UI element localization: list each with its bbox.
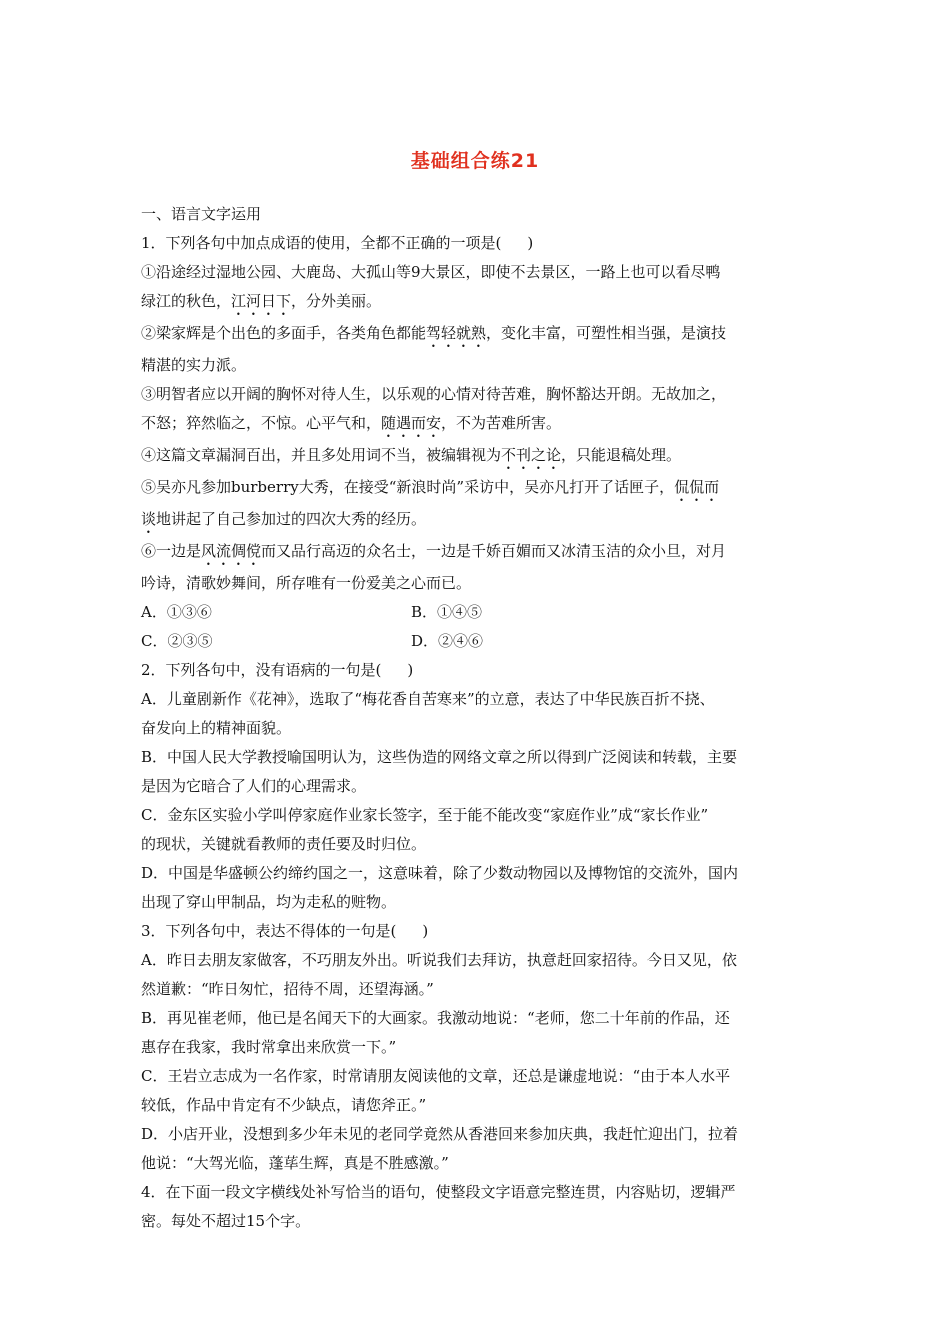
q2-stem: 2．下列各句中，没有语病的一句是( ) [141, 661, 414, 679]
dotted-idiom: 驾轻就熟 [426, 324, 487, 342]
q1-sentence-2: ②梁家辉是个出色的多面手，各类角色都能驾轻就熟，变化丰富，可塑性相当强，是演技 [141, 324, 727, 342]
q3-stem: 3．下列各句中，表达不得体的一句是( ) [141, 922, 429, 940]
q3-option-c-cont: 较低，作品中肯定有不少缺点，请您斧正。” [141, 1096, 427, 1114]
q1-option-b[interactable]: B．①④⑤ [411, 603, 483, 621]
q2-option-a-cont: 奋发向上的精神面貌。 [141, 719, 292, 737]
q1-sentence-4: ④这篇文章漏洞百出，并且多处用词不当，被编辑视为不刊之论，只能退稿处理。 [141, 446, 682, 464]
q1-stem: 1．下列各句中加点成语的使用，全都不正确的一项是( ) [141, 234, 534, 252]
q1-sentence-5-cont: 谈地讲起了自己参加过的四次大秀的经历。 [141, 510, 427, 528]
q3-option-c[interactable]: C．王岩立志成为一名作家，时常请朋友阅读他的文章，还总是谦虚地说：“由于本人水平 [141, 1067, 731, 1085]
q2-option-c-cont: 的现状，关键就看教师的责任要及时归位。 [141, 835, 427, 853]
q3-option-b-cont: 惠存在我家，我时常拿出来欣赏一下。” [141, 1038, 397, 1056]
q3-option-d-cont: 他说：“大驾光临，蓬荜生辉，真是不胜感激。” [141, 1154, 449, 1172]
q1-sentence-6-cont: 吟诗，清歌妙舞间，所存唯有一份爱美之心而已。 [141, 574, 472, 592]
q1-option-c[interactable]: C．②③⑤ [141, 632, 213, 650]
q1-sentence-1: ①沿途经过湿地公园、大鹿岛、大孤山等9大景区，即使不去景区，一路上也可以看尽鸭 [141, 263, 721, 281]
q1-option-a[interactable]: A．①③⑥ [141, 603, 212, 621]
q3-option-b[interactable]: B．再见崔老师，他已是名闻天下的大画家。我激动地说：“老师，您二十年前的作品，还 [141, 1009, 730, 1027]
q3-option-a[interactable]: A．昨日去朋友家做客，不巧朋友外出。听说我们去拜访，执意赶回家招待。今日又见，依 [141, 951, 737, 969]
q3-option-d[interactable]: D．小店开业，没想到多少年未见的老同学竟然从香港回来参加庆典，我赶忙迎出门，拉着 [141, 1125, 739, 1143]
dotted-idiom: 谈 [141, 510, 157, 528]
q1-sentence-1-cont: 绿江的秋色，江河日下，分外美丽。 [141, 292, 382, 310]
dotted-idiom: 随遇而安 [381, 414, 442, 432]
q2-option-a[interactable]: A．儿童剧新作《花神》，选取了“梅花香自苦寒来”的立意，表达了中华民族百折不挠、 [141, 690, 715, 708]
dotted-idiom: 侃侃而 [674, 478, 720, 496]
dotted-idiom: 江河日下 [231, 292, 292, 310]
q1-options-row-2 [141, 627, 813, 656]
q1-sentence-6: ⑥一边是风流倜傥而又品行高迈的众名士，一边是千娇百媚而又冰清玉洁的众小旦，对月 [141, 542, 727, 560]
page-title: 基础组合练21 [410, 150, 540, 172]
q4-stem: 4．在下面一段文字横线处补写恰当的语句，使整段文字语意完整连贯，内容贴切，逻辑严 [141, 1183, 736, 1201]
q2-option-d[interactable]: D．中国是华盛顿公约缔约国之一，这意味着，除了少数动物园以及博物馆的交流外，国内 [141, 864, 739, 882]
q1-sentence-2-cont: 精湛的实力派。 [141, 356, 247, 374]
q1-sentence-3-cont: 不怒；猝然临之，不惊。心平气和，随遇而安，不为苦难所害。 [141, 414, 562, 432]
q1-option-d[interactable]: D．②④⑥ [411, 632, 484, 650]
q1-sentence-3: ③明智者应以开阔的胸怀对待人生，以乐观的心情对待苦难，胸怀豁达开朗。无故加之， [141, 385, 727, 403]
q1-sentence-5: ⑤吴亦凡参加burberry大秀，在接受“新浪时尚”采访中，吴亦凡打开了话匣子，侃侃而 [141, 478, 720, 496]
q2-option-d-cont: 出现了穿山甲制品，均为走私的赃物。 [141, 893, 397, 911]
dotted-idiom: 风流倜傥 [201, 542, 262, 560]
q2-option-c[interactable]: C．金东区实验小学叫停家庭作业家长签字，至于能不能改变“家庭作业”成“家长作业” [141, 806, 709, 824]
q3-option-a-cont: 然道歉：“昨日匆忙，招待不周，还望海涵。” [141, 980, 434, 998]
q2-option-b-cont: 是因为它暗合了人们的心理需求。 [141, 777, 367, 795]
document-body [141, 200, 813, 1236]
q4-stem-cont: 密。每处不超过15个字。 [141, 1212, 311, 1230]
q2-option-b[interactable]: B．中国人民大学教授喻国明认为，这些伪造的网络文章之所以得到广泛阅读和转载，主要 [141, 748, 738, 766]
q1-options-row-1 [141, 598, 813, 627]
dotted-idiom: 不刊之论 [501, 446, 562, 464]
section-heading: 一、语言文字运用 [141, 205, 262, 223]
